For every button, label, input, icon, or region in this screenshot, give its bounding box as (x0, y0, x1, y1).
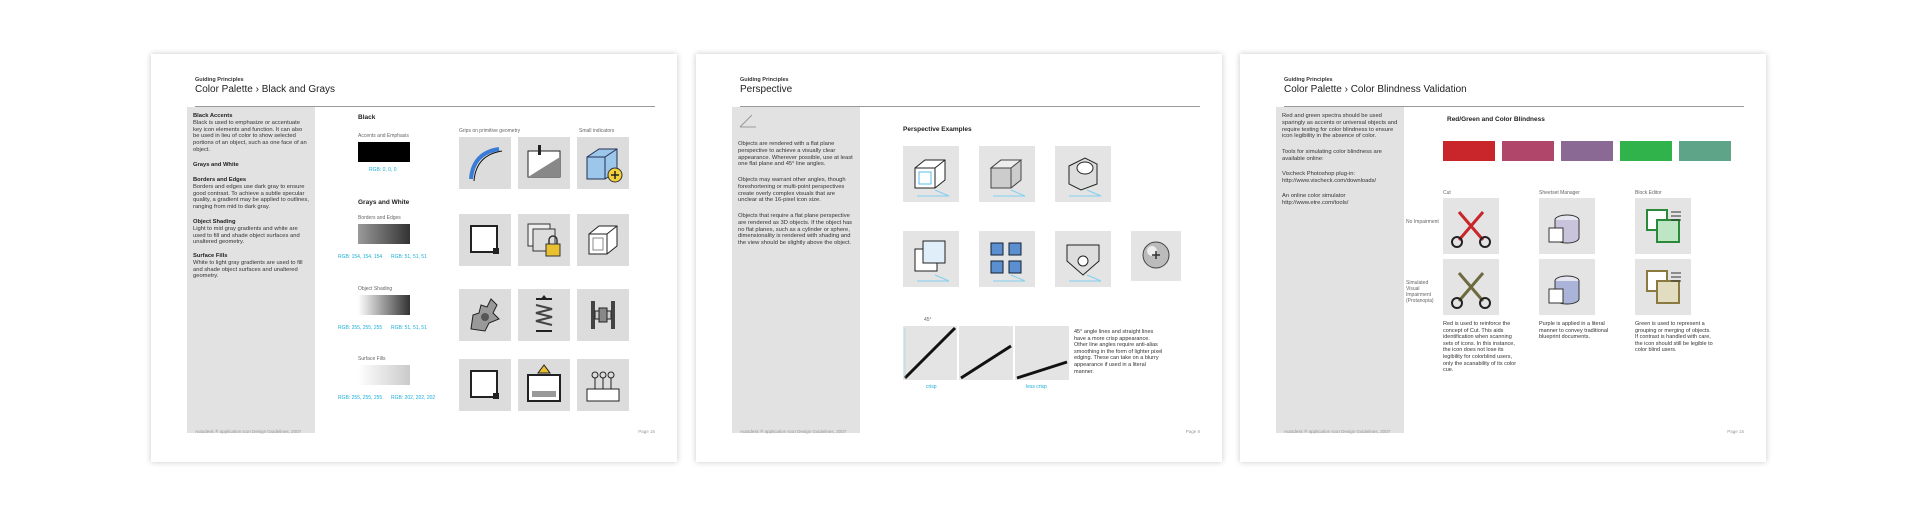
sidebar-heading: Grays and White (193, 162, 239, 168)
rectangle-corner-grip-icon (459, 359, 511, 411)
sidebar-paragraph: Objects are rendered with a flat plane perspective to achieve a visually clear appearance. Wherever possible, use at least one flat plane and 45° line angles. (738, 141, 853, 168)
shading-rgb-start: RGB: 255, 255, 255 (338, 325, 383, 331)
spring-icon (518, 289, 570, 341)
point-on-surface-icon (1055, 231, 1111, 287)
sheetset-manager-icon (1539, 198, 1595, 254)
page-number: Page 16 (638, 429, 655, 434)
solid-box-icon (979, 146, 1035, 202)
sidebar-panel (732, 107, 860, 433)
wireframe-cube-icon (577, 214, 629, 266)
stacked-boxes-icon (903, 231, 959, 287)
cut-description: Red is used to reinforce the concept of Cut. This aids identification when scanning sets of icons. In this instance, the icon does not lose its legibility for colorblind users, only the scanability of its color cue. (1443, 321, 1517, 374)
borders-rgb-end: RGB: 51, 51, 51 (391, 254, 427, 260)
line-shallow-angle-icon (1015, 326, 1069, 380)
block-editor-description: Green is used to represent a grouping or merging of objects. If contrast is handled with care, the icon should still be legible to color blind users. (1635, 321, 1713, 354)
guideline-page-color-blindness (1240, 54, 1766, 462)
color-blindness-heading: Red/Green and Color Blindness (1447, 116, 1545, 123)
row-label-protanopia: Simulated Visual Impairment (Protanopia) (1406, 280, 1434, 304)
sheetset-manager-protanopia-icon (1539, 259, 1595, 315)
teal-swatch (1679, 141, 1731, 161)
frame-arrow-icon (518, 359, 570, 411)
perspective-examples-heading: Perspective Examples (903, 126, 972, 133)
cylinder-cut-icon (1055, 146, 1111, 202)
black-heading: Black (358, 114, 376, 121)
shading-gradient-swatch (358, 295, 410, 315)
fills-rgb-start: RGB: 255, 255, 255 (338, 395, 383, 401)
section-label: Guiding Principles (740, 77, 789, 83)
sidebar-heading: Surface Fills (193, 253, 228, 259)
sidebar-block-borders (193, 177, 309, 211)
block-editor-icon (1635, 198, 1691, 254)
crisp-label: crisp (926, 384, 937, 390)
sidebar-paragraph: Red and green spectra should be used sparingly as accents or universal objects and require testing for color blindness to ensure icon legibility in the absence of color. (1282, 113, 1398, 140)
grip-handles-icon (577, 359, 629, 411)
page-footer: Autodesk ® application Icon Design Guidelines, 2007 (195, 429, 302, 434)
array-objects-icon (979, 231, 1035, 287)
cube-add-indicator-icon (577, 137, 629, 189)
magenta-swatch (1502, 141, 1554, 161)
sidebar-heading: Borders and Edges (193, 177, 247, 183)
line-steep-angle-icon (959, 326, 1013, 380)
black-swatch (358, 142, 410, 162)
purple-swatch (1561, 141, 1613, 161)
sidebar-panel (187, 107, 315, 433)
locked-layers-icon (518, 214, 570, 266)
sidebar-panel (1276, 107, 1404, 433)
sidebar-block-surface-fills (193, 253, 309, 280)
sidebar-block-shading (193, 219, 309, 246)
sidebar-heading: Black Accents (193, 113, 233, 119)
grays-heading: Grays and White (358, 199, 410, 206)
page-title: Perspective (740, 84, 793, 95)
sidebar-block-grays (193, 162, 309, 169)
sidebar-paragraph: Tools for simulating color blindness are available online: (1282, 149, 1382, 162)
guideline-page-perspective (696, 54, 1222, 462)
perspective-angle-icon (738, 113, 758, 129)
rectangle-grip-icon (459, 214, 511, 266)
section-label: Guiding Principles (195, 77, 244, 83)
line-45-degree-icon (903, 326, 957, 380)
fills-rgb-end: RGB: 202, 202, 202 (391, 395, 436, 401)
less-crisp-label: less crisp (1026, 384, 1047, 390)
borders-gradient-swatch (358, 224, 410, 244)
page-title: Color Palette › Black and Grays (195, 84, 336, 95)
sidebar-paragraph: Vischeck Photoshop plug-in: http://www.vischeck.com/downloads/ (1282, 171, 1377, 184)
wireframe-box-icon (903, 146, 959, 202)
guideline-page-black-and-grays (151, 54, 677, 462)
page-footer: Autodesk ® application Icon Design Guidelines, 2007 (1284, 429, 1391, 434)
borders-rgb-start: RGB: 154, 154, 154 (338, 254, 383, 260)
block-editor-protanopia-icon (1635, 259, 1691, 315)
column-block-editor: Block Editor (1635, 190, 1662, 196)
page-footer: Autodesk ® application Icon Design Guidelines, 2007 (740, 429, 847, 434)
fills-gradient-swatch (358, 365, 410, 385)
green-swatch (1620, 141, 1672, 161)
sidebar-body: White to light gray gradients are used to fill and shade object surfaces and unaltered geometry. (193, 259, 303, 280)
red-swatch (1443, 141, 1495, 161)
column-cut: Cut (1443, 190, 1451, 196)
sidebar-body: Borders and edges use dark gray to ensure good contrast. To achieve a subtle specular quality, a gradient may be applied to outlines, ranging from mid to dark gray. (193, 183, 309, 211)
sphere-icon (1131, 231, 1181, 281)
arc-grip-icon (459, 137, 511, 189)
accents-label: Accents and Emphasis (358, 133, 409, 139)
sidebar-block-black-accents (193, 113, 309, 154)
cut-scissors-icon (1443, 198, 1499, 254)
sidebar-heading: Object Shading (193, 219, 236, 225)
row-label-no-impairment: No Impairment (1406, 219, 1439, 225)
fills-label: Surface Fills (358, 356, 386, 362)
column-sheetset-manager: Sheetset Manager (1539, 190, 1580, 196)
sidebar-paragraph: Objects may warrant other angles, though foreshortening or multi-point perspectives create overly complex visuals that are unclear at the 16-pixel icon size. (738, 177, 846, 204)
plane-grip-icon (518, 137, 570, 189)
page-number: Page 8 (1185, 429, 1200, 434)
bolt-icon (577, 289, 629, 341)
borders-label: Borders and Edges (358, 215, 401, 221)
page-title: Color Palette › Color Blindness Validation (1284, 84, 1467, 95)
small-indicators-label: Small indicators (579, 128, 615, 134)
shading-label: Object Shading (358, 286, 393, 292)
gear-profile-icon (459, 289, 511, 341)
section-label: Guiding Principles (1284, 77, 1333, 83)
sidebar-body: Black is used to emphasize or accentuate key icon elements and function. It can also be used in lieu of color to show selected portions of an object, such as one face of an object. (193, 119, 307, 153)
sheetset-description: Purple is applied in a literal manner to convey traditional blueprint documents. (1539, 321, 1609, 341)
sidebar-paragraph: An online color simulator http://www.etre.com/tools/ (1282, 193, 1349, 206)
angle-45-label: 45° (924, 317, 932, 323)
accents-rgb: RGB: 0, 0, 0 (369, 167, 397, 173)
shading-rgb-end: RGB: 51, 51, 51 (391, 325, 427, 331)
sidebar-paragraph: Objects that require a flat plane perspective are rendered as 3D objects. If the object has no flat planes, such as a cylinder or sphere, dimensionality is rendered with shading and the view should be slightly above the object. (738, 213, 853, 247)
grips-label: Grips on primitive geometry (459, 128, 521, 134)
angle-note: 45° angle lines and straight lines have a more crisp appearance. Other line angles require anti-alias smoothing in the form of lighter pixel edging. These can take on a blurry appearance if used in a literal manner. (1074, 329, 1163, 375)
cut-scissors-protanopia-icon (1443, 259, 1499, 315)
sidebar-body: Light to mid gray gradients and white are used to fill and shade object surfaces and unaltered geometry. (193, 225, 300, 246)
page-number: Page 15 (1727, 429, 1744, 434)
